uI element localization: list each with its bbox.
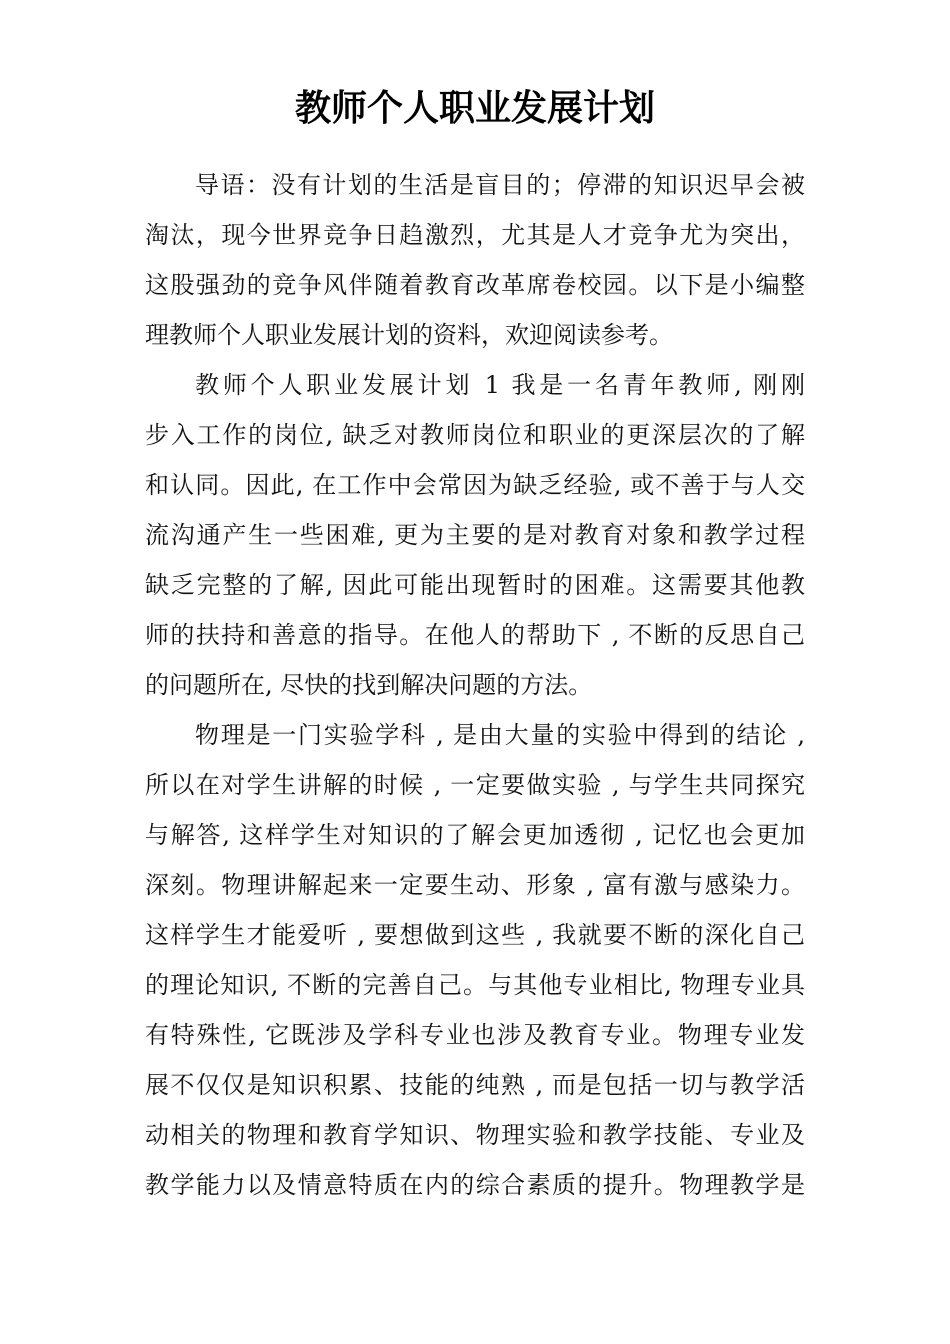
document-body — [145, 160, 805, 1210]
text-line: 所以在对学生讲解的时候 , 一定要做实验 , 与学生共同探究 — [145, 771, 805, 799]
text-line: 导语：没有计划的生活是盲目的；停滞的知识迟早会被 — [195, 171, 805, 199]
text-line: 教师个人职业发展计划 1 我是一名青年教师, 刚刚 — [195, 371, 805, 399]
text-line: 教学能力以及情意特质在内的综合素质的提升。物理教学是 — [145, 1171, 805, 1199]
text-line: 物理是一门实验学科 , 是由大量的实验中得到的结论 , — [195, 721, 805, 749]
text-line: 理教师个人职业发展计划的资料，欢迎阅读参考。 — [145, 321, 673, 349]
text-line: 有特殊性, 它既涉及学科专业也涉及教育专业。物理专业发 — [145, 1021, 805, 1049]
page-title: 教师个人职业发展计划 — [294, 87, 655, 129]
text-line: 动相关的物理和教育学知识、物理实验和教学技能、专业及 — [145, 1121, 805, 1149]
text-line: 的问题所在, 尽快的找到解决问题的方法。 — [145, 671, 593, 699]
text-line: 师的扶持和善意的指导。在他人的帮助下 , 不断的反思自己 — [145, 621, 805, 649]
text-line: 展不仅仅是知识积累、技能的纯熟 , 而是包括一切与教学活 — [145, 1071, 805, 1099]
text-line: 步入工作的岗位, 缺乏对教师岗位和职业的更深层次的了解 — [145, 421, 805, 449]
text-line: 与解答, 这样学生对知识的了解会更加透彻 , 记忆也会更加 — [145, 821, 805, 849]
text-line: 和认同。因此, 在工作中会常因为缺乏经验, 或不善于与人交 — [145, 471, 805, 499]
text-line: 淘汰，现今世界竞争日趋激烈，尤其是人才竞争尤为突出， — [145, 221, 805, 249]
text-line: 深刻。物理讲解起来一定要生动、形象 , 富有激与感染力。 — [145, 871, 805, 899]
text-line: 这样学生才能爱听 , 要想做到这些 , 我就要不断的深化自己 — [145, 921, 805, 949]
text-line: 这股强劲的竞争风伴随着教育改革席卷校园。以下是小编整 — [145, 271, 805, 299]
text-line: 的理论知识, 不断的完善自己。与其他专业相比, 物理专业具 — [145, 971, 805, 999]
text-line: 缺乏完整的了解, 因此可能出现暂时的困难。这需要其他教 — [145, 571, 805, 599]
text-line: 流沟通产生一些困难, 更为主要的是对教育对象和教学过程 — [145, 521, 805, 549]
